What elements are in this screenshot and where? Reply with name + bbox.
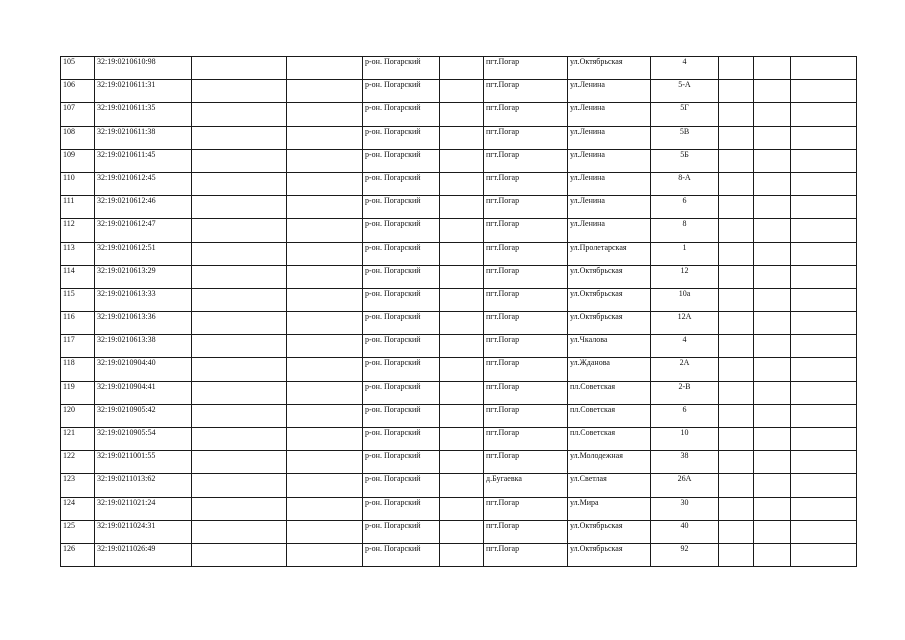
blank-cell-a — [192, 265, 287, 288]
district-cell: р-он. Погарский — [363, 381, 440, 404]
cadastral-number-cell: 32:19:0210905:54 — [95, 428, 192, 451]
row-number-cell: 114 — [61, 265, 95, 288]
district-cell: р-он. Погарский — [363, 288, 440, 311]
blank-cell-d — [719, 242, 754, 265]
street-cell: пл.Советская — [568, 381, 651, 404]
blank-cell-a — [192, 103, 287, 126]
row-number-cell: 107 — [61, 103, 95, 126]
settlement-cell: пгт.Погар — [484, 196, 568, 219]
blank-cell-f — [791, 312, 857, 335]
street-cell: ул.Октябрьская — [568, 312, 651, 335]
blank-cell-c — [440, 103, 484, 126]
blank-cell-c — [440, 474, 484, 497]
settlement-cell: пгт.Погар — [484, 80, 568, 103]
blank-cell-c — [440, 126, 484, 149]
blank-cell-d — [719, 57, 754, 80]
blank-cell-d — [719, 381, 754, 404]
row-number-cell: 123 — [61, 474, 95, 497]
settlement-cell: пгт.Погар — [484, 428, 568, 451]
house-number-cell: 40 — [651, 520, 719, 543]
blank-cell-d — [719, 335, 754, 358]
blank-cell-b — [287, 57, 363, 80]
blank-cell-e — [754, 288, 791, 311]
district-cell: р-он. Погарский — [363, 312, 440, 335]
row-number-cell: 119 — [61, 381, 95, 404]
blank-cell-d — [719, 497, 754, 520]
blank-cell-a — [192, 126, 287, 149]
row-number-cell: 112 — [61, 219, 95, 242]
blank-cell-c — [440, 520, 484, 543]
cadastral-number-cell: 32:19:0210904:41 — [95, 381, 192, 404]
cadastral-number-cell: 32:19:0210612:51 — [95, 242, 192, 265]
settlement-cell: пгт.Погар — [484, 126, 568, 149]
row-number-cell: 108 — [61, 126, 95, 149]
blank-cell-c — [440, 358, 484, 381]
cadastral-number-cell: 32:19:0211001:55 — [95, 451, 192, 474]
blank-cell-f — [791, 242, 857, 265]
blank-cell-e — [754, 451, 791, 474]
cadastral-number-cell: 32:19:0210610:98 — [95, 57, 192, 80]
blank-cell-f — [791, 358, 857, 381]
blank-cell-f — [791, 126, 857, 149]
street-cell: ул.Ленина — [568, 149, 651, 172]
blank-cell-b — [287, 474, 363, 497]
row-number-cell: 115 — [61, 288, 95, 311]
row-number-cell: 124 — [61, 497, 95, 520]
district-cell: р-он. Погарский — [363, 172, 440, 195]
blank-cell-e — [754, 404, 791, 427]
row-number-cell: 113 — [61, 242, 95, 265]
street-cell: ул.Октябрьская — [568, 520, 651, 543]
blank-cell-a — [192, 172, 287, 195]
blank-cell-b — [287, 219, 363, 242]
house-number-cell: 10а — [651, 288, 719, 311]
blank-cell-d — [719, 520, 754, 543]
table-row — [61, 103, 857, 126]
table-row — [61, 265, 857, 288]
table-row — [61, 335, 857, 358]
row-number-cell: 120 — [61, 404, 95, 427]
blank-cell-f — [791, 80, 857, 103]
blank-cell-e — [754, 335, 791, 358]
blank-cell-e — [754, 172, 791, 195]
row-number-cell: 111 — [61, 196, 95, 219]
table-row — [61, 126, 857, 149]
blank-cell-c — [440, 242, 484, 265]
cadastral-number-cell: 32:19:0210612:45 — [95, 172, 192, 195]
blank-cell-a — [192, 80, 287, 103]
blank-cell-c — [440, 219, 484, 242]
district-cell: р-он. Погарский — [363, 520, 440, 543]
table-row — [61, 288, 857, 311]
blank-cell-c — [440, 149, 484, 172]
house-number-cell: 26А — [651, 474, 719, 497]
row-number-cell: 106 — [61, 80, 95, 103]
blank-cell-f — [791, 103, 857, 126]
settlement-cell: пгт.Погар — [484, 335, 568, 358]
blank-cell-d — [719, 265, 754, 288]
street-cell: ул.Ленина — [568, 126, 651, 149]
blank-cell-d — [719, 543, 754, 566]
settlement-cell: д.Бугаевка — [484, 474, 568, 497]
cadastral-number-cell: 32:19:0210611:35 — [95, 103, 192, 126]
blank-cell-f — [791, 381, 857, 404]
district-cell: р-он. Погарский — [363, 404, 440, 427]
blank-cell-d — [719, 80, 754, 103]
blank-cell-f — [791, 335, 857, 358]
blank-cell-b — [287, 543, 363, 566]
blank-cell-e — [754, 149, 791, 172]
house-number-cell: 5Б — [651, 149, 719, 172]
street-cell: ул.Ленина — [568, 196, 651, 219]
house-number-cell: 38 — [651, 451, 719, 474]
row-number-cell: 109 — [61, 149, 95, 172]
blank-cell-a — [192, 404, 287, 427]
district-cell: р-он. Погарский — [363, 149, 440, 172]
cadastral-number-cell: 32:19:0211024:31 — [95, 520, 192, 543]
district-cell: р-он. Погарский — [363, 196, 440, 219]
blank-cell-c — [440, 381, 484, 404]
street-cell: ул.Ленина — [568, 219, 651, 242]
district-cell: р-он. Погарский — [363, 335, 440, 358]
settlement-cell: пгт.Погар — [484, 543, 568, 566]
blank-cell-c — [440, 312, 484, 335]
district-cell: р-он. Погарский — [363, 80, 440, 103]
table-row — [61, 381, 857, 404]
blank-cell-e — [754, 358, 791, 381]
blank-cell-e — [754, 126, 791, 149]
house-number-cell: 12А — [651, 312, 719, 335]
blank-cell-f — [791, 543, 857, 566]
blank-cell-d — [719, 196, 754, 219]
house-number-cell: 4 — [651, 335, 719, 358]
blank-cell-d — [719, 358, 754, 381]
blank-cell-c — [440, 80, 484, 103]
registry-table-body — [61, 57, 857, 567]
blank-cell-e — [754, 474, 791, 497]
house-number-cell: 6 — [651, 404, 719, 427]
house-number-cell: 6 — [651, 196, 719, 219]
blank-cell-e — [754, 265, 791, 288]
blank-cell-c — [440, 57, 484, 80]
blank-cell-f — [791, 428, 857, 451]
blank-cell-b — [287, 172, 363, 195]
district-cell: р-он. Погарский — [363, 474, 440, 497]
row-number-cell: 126 — [61, 543, 95, 566]
district-cell: р-он. Погарский — [363, 451, 440, 474]
house-number-cell: 8 — [651, 219, 719, 242]
blank-cell-c — [440, 196, 484, 219]
blank-cell-c — [440, 404, 484, 427]
house-number-cell: 12 — [651, 265, 719, 288]
blank-cell-e — [754, 520, 791, 543]
blank-cell-b — [287, 428, 363, 451]
cadastral-number-cell: 32:19:0211013:62 — [95, 474, 192, 497]
blank-cell-e — [754, 242, 791, 265]
table-row — [61, 219, 857, 242]
blank-cell-e — [754, 57, 791, 80]
district-cell: р-он. Погарский — [363, 265, 440, 288]
blank-cell-f — [791, 196, 857, 219]
blank-cell-e — [754, 543, 791, 566]
blank-cell-b — [287, 312, 363, 335]
blank-cell-c — [440, 543, 484, 566]
blank-cell-a — [192, 242, 287, 265]
settlement-cell: пгт.Погар — [484, 288, 568, 311]
table-row — [61, 196, 857, 219]
blank-cell-a — [192, 219, 287, 242]
blank-cell-f — [791, 172, 857, 195]
blank-cell-e — [754, 219, 791, 242]
blank-cell-a — [192, 474, 287, 497]
table-row — [61, 149, 857, 172]
blank-cell-a — [192, 381, 287, 404]
blank-cell-a — [192, 451, 287, 474]
table-row — [61, 428, 857, 451]
blank-cell-c — [440, 288, 484, 311]
settlement-cell: пгт.Погар — [484, 312, 568, 335]
blank-cell-d — [719, 404, 754, 427]
house-number-cell: 10 — [651, 428, 719, 451]
street-cell: ул.Пролетарская — [568, 242, 651, 265]
house-number-cell: 5-А — [651, 80, 719, 103]
blank-cell-e — [754, 80, 791, 103]
settlement-cell: пгт.Погар — [484, 520, 568, 543]
street-cell: ул.Мира — [568, 497, 651, 520]
blank-cell-f — [791, 497, 857, 520]
blank-cell-e — [754, 381, 791, 404]
table-row — [61, 57, 857, 80]
street-cell: пл.Советская — [568, 404, 651, 427]
blank-cell-a — [192, 312, 287, 335]
house-number-cell: 1 — [651, 242, 719, 265]
district-cell: р-он. Погарский — [363, 242, 440, 265]
district-cell: р-он. Погарский — [363, 103, 440, 126]
house-number-cell: 30 — [651, 497, 719, 520]
row-number-cell: 105 — [61, 57, 95, 80]
blank-cell-d — [719, 428, 754, 451]
settlement-cell: пгт.Погар — [484, 103, 568, 126]
district-cell: р-он. Погарский — [363, 126, 440, 149]
table-row — [61, 358, 857, 381]
cadastral-number-cell: 32:19:0210612:47 — [95, 219, 192, 242]
cadastral-number-cell: 32:19:0211021:24 — [95, 497, 192, 520]
table-row — [61, 172, 857, 195]
blank-cell-a — [192, 288, 287, 311]
blank-cell-b — [287, 103, 363, 126]
blank-cell-c — [440, 172, 484, 195]
blank-cell-d — [719, 312, 754, 335]
blank-cell-d — [719, 451, 754, 474]
blank-cell-f — [791, 265, 857, 288]
settlement-cell: пгт.Погар — [484, 219, 568, 242]
district-cell: р-он. Погарский — [363, 543, 440, 566]
cadastral-number-cell: 32:19:0210612:46 — [95, 196, 192, 219]
street-cell: ул.Ленина — [568, 103, 651, 126]
cadastral-number-cell: 32:19:0210613:29 — [95, 265, 192, 288]
street-cell: ул.Октябрьская — [568, 288, 651, 311]
blank-cell-a — [192, 520, 287, 543]
blank-cell-d — [719, 103, 754, 126]
district-cell: р-он. Погарский — [363, 219, 440, 242]
row-number-cell: 117 — [61, 335, 95, 358]
district-cell: р-он. Погарский — [363, 497, 440, 520]
street-cell: ул.Октябрьская — [568, 543, 651, 566]
row-number-cell: 122 — [61, 451, 95, 474]
street-cell: ул.Ленина — [568, 172, 651, 195]
row-number-cell: 110 — [61, 172, 95, 195]
street-cell: ул.Светлая — [568, 474, 651, 497]
cadastral-number-cell: 32:19:0210611:45 — [95, 149, 192, 172]
blank-cell-b — [287, 358, 363, 381]
settlement-cell: пгт.Погар — [484, 149, 568, 172]
table-row — [61, 520, 857, 543]
settlement-cell: пгт.Погар — [484, 381, 568, 404]
blank-cell-b — [287, 149, 363, 172]
blank-cell-d — [719, 474, 754, 497]
blank-cell-f — [791, 149, 857, 172]
house-number-cell: 2-В — [651, 381, 719, 404]
street-cell: ул.Жданова — [568, 358, 651, 381]
blank-cell-a — [192, 149, 287, 172]
house-number-cell: 5Г — [651, 103, 719, 126]
blank-cell-b — [287, 126, 363, 149]
table-row — [61, 312, 857, 335]
house-number-cell: 8-А — [651, 172, 719, 195]
blank-cell-a — [192, 57, 287, 80]
blank-cell-b — [287, 288, 363, 311]
blank-cell-c — [440, 335, 484, 358]
table-row — [61, 474, 857, 497]
blank-cell-d — [719, 288, 754, 311]
street-cell: ул.Октябрьская — [568, 57, 651, 80]
blank-cell-d — [719, 149, 754, 172]
table-row — [61, 242, 857, 265]
blank-cell-a — [192, 497, 287, 520]
blank-cell-b — [287, 335, 363, 358]
settlement-cell: пгт.Погар — [484, 242, 568, 265]
blank-cell-f — [791, 451, 857, 474]
blank-cell-d — [719, 219, 754, 242]
registry-table — [60, 56, 857, 567]
blank-cell-d — [719, 126, 754, 149]
blank-cell-a — [192, 335, 287, 358]
cadastral-number-cell: 32:19:0210613:36 — [95, 312, 192, 335]
row-number-cell: 121 — [61, 428, 95, 451]
blank-cell-b — [287, 520, 363, 543]
cadastral-number-cell: 32:19:0210905:42 — [95, 404, 192, 427]
blank-cell-c — [440, 451, 484, 474]
blank-cell-b — [287, 265, 363, 288]
blank-cell-f — [791, 57, 857, 80]
cadastral-number-cell: 32:19:0210904:40 — [95, 358, 192, 381]
house-number-cell: 5В — [651, 126, 719, 149]
blank-cell-b — [287, 242, 363, 265]
blank-cell-a — [192, 358, 287, 381]
blank-cell-f — [791, 474, 857, 497]
cadastral-number-cell: 32:19:0210611:38 — [95, 126, 192, 149]
blank-cell-e — [754, 428, 791, 451]
blank-cell-b — [287, 404, 363, 427]
table-row — [61, 404, 857, 427]
blank-cell-b — [287, 381, 363, 404]
blank-cell-f — [791, 288, 857, 311]
street-cell: пл.Советская — [568, 428, 651, 451]
blank-cell-c — [440, 265, 484, 288]
row-number-cell: 118 — [61, 358, 95, 381]
cadastral-number-cell: 32:19:0210613:38 — [95, 335, 192, 358]
row-number-cell: 125 — [61, 520, 95, 543]
house-number-cell: 4 — [651, 57, 719, 80]
blank-cell-a — [192, 543, 287, 566]
blank-cell-f — [791, 404, 857, 427]
blank-cell-e — [754, 497, 791, 520]
settlement-cell: пгт.Погар — [484, 265, 568, 288]
blank-cell-f — [791, 520, 857, 543]
cadastral-number-cell: 32:19:0210613:33 — [95, 288, 192, 311]
cadastral-number-cell: 32:19:0210611:31 — [95, 80, 192, 103]
blank-cell-b — [287, 80, 363, 103]
street-cell: ул.Ленина — [568, 80, 651, 103]
table-row — [61, 451, 857, 474]
settlement-cell: пгт.Погар — [484, 451, 568, 474]
district-cell: р-он. Погарский — [363, 428, 440, 451]
settlement-cell: пгт.Погар — [484, 358, 568, 381]
district-cell: р-он. Погарский — [363, 57, 440, 80]
blank-cell-c — [440, 428, 484, 451]
blank-cell-c — [440, 497, 484, 520]
settlement-cell: пгт.Погар — [484, 57, 568, 80]
district-cell: р-он. Погарский — [363, 358, 440, 381]
blank-cell-e — [754, 103, 791, 126]
blank-cell-a — [192, 196, 287, 219]
house-number-cell: 2А — [651, 358, 719, 381]
table-row — [61, 543, 857, 566]
street-cell: ул.Чкалова — [568, 335, 651, 358]
settlement-cell: пгт.Погар — [484, 404, 568, 427]
blank-cell-b — [287, 196, 363, 219]
blank-cell-a — [192, 428, 287, 451]
blank-cell-d — [719, 172, 754, 195]
blank-cell-e — [754, 312, 791, 335]
row-number-cell: 116 — [61, 312, 95, 335]
cadastral-number-cell: 32:19:0211026:49 — [95, 543, 192, 566]
blank-cell-e — [754, 196, 791, 219]
blank-cell-b — [287, 451, 363, 474]
table-row — [61, 80, 857, 103]
settlement-cell: пгт.Погар — [484, 497, 568, 520]
street-cell: ул.Октябрьская — [568, 265, 651, 288]
table-row — [61, 497, 857, 520]
blank-cell-b — [287, 497, 363, 520]
settlement-cell: пгт.Погар — [484, 172, 568, 195]
blank-cell-f — [791, 219, 857, 242]
house-number-cell: 92 — [651, 543, 719, 566]
street-cell: ул.Молодежная — [568, 451, 651, 474]
